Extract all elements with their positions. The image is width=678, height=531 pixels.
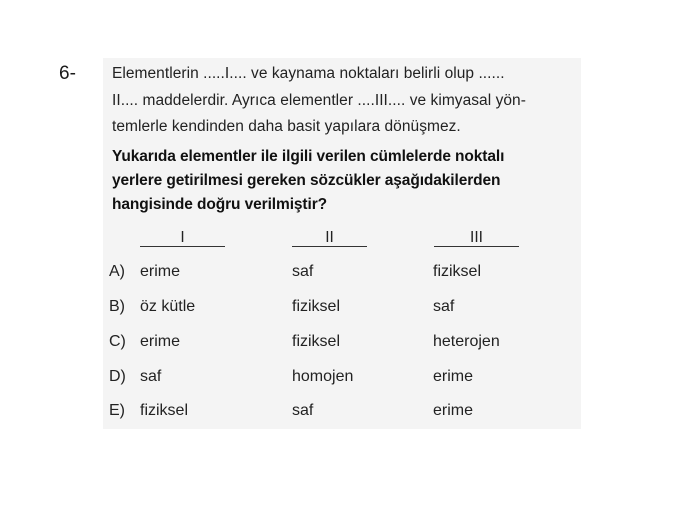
option-letter: B)	[109, 298, 125, 315]
option-letter: D)	[109, 368, 126, 385]
question-number: 6-	[59, 63, 76, 84]
option-value-i: erime	[140, 333, 181, 350]
question-text-line-2: II.... maddelerdir. Ayrıca elementler ....III.... ve kimyasal yön-	[112, 92, 526, 109]
option-value-iii: heterojen	[433, 333, 500, 350]
question-prompt-line-2: yerlere getirilmesi gereken sözcükler aşağıdakilerden	[112, 172, 501, 189]
option-value-i: öz kütle	[140, 298, 196, 315]
option-value-i: fiziksel	[140, 402, 189, 419]
question-prompt-line-1: Yukarıda elementler ile ilgili verilen cümlelerde noktalı	[112, 148, 505, 165]
option-value-ii: homojen	[292, 368, 354, 385]
option-value-ii: fiziksel	[292, 333, 341, 350]
option-value-ii: fiziksel	[292, 298, 341, 315]
answer-option-b[interactable]	[0, 298, 678, 320]
option-value-i: erime	[140, 263, 181, 280]
option-letter: C)	[109, 333, 126, 350]
option-value-ii: saf	[292, 263, 314, 280]
option-value-i: saf	[140, 368, 162, 385]
answer-option-a[interactable]	[0, 263, 678, 285]
option-letter: E)	[109, 402, 125, 419]
question-prompt-line-3: hangisinde doğru verilmiştir?	[112, 196, 327, 213]
answer-option-d[interactable]	[0, 368, 678, 390]
option-value-iii: saf	[433, 298, 455, 315]
option-value-ii: saf	[292, 402, 314, 419]
question-text-line-1: Elementlerin .....I.... ve kaynama noktaları belirli olup ......	[112, 65, 505, 82]
column-header-i: I	[140, 230, 225, 247]
column-header-ii: II	[292, 230, 367, 247]
option-letter: A)	[109, 263, 125, 280]
column-header-iii: III	[434, 230, 519, 247]
answer-option-c[interactable]	[0, 333, 678, 355]
option-value-iii: fiziksel	[433, 263, 482, 280]
option-value-iii: erime	[433, 402, 474, 419]
question-text-line-3: temlerle kendinden daha basit yapılara dönüşmez.	[112, 118, 461, 135]
answer-option-e[interactable]	[0, 402, 678, 424]
option-value-iii: erime	[433, 368, 474, 385]
